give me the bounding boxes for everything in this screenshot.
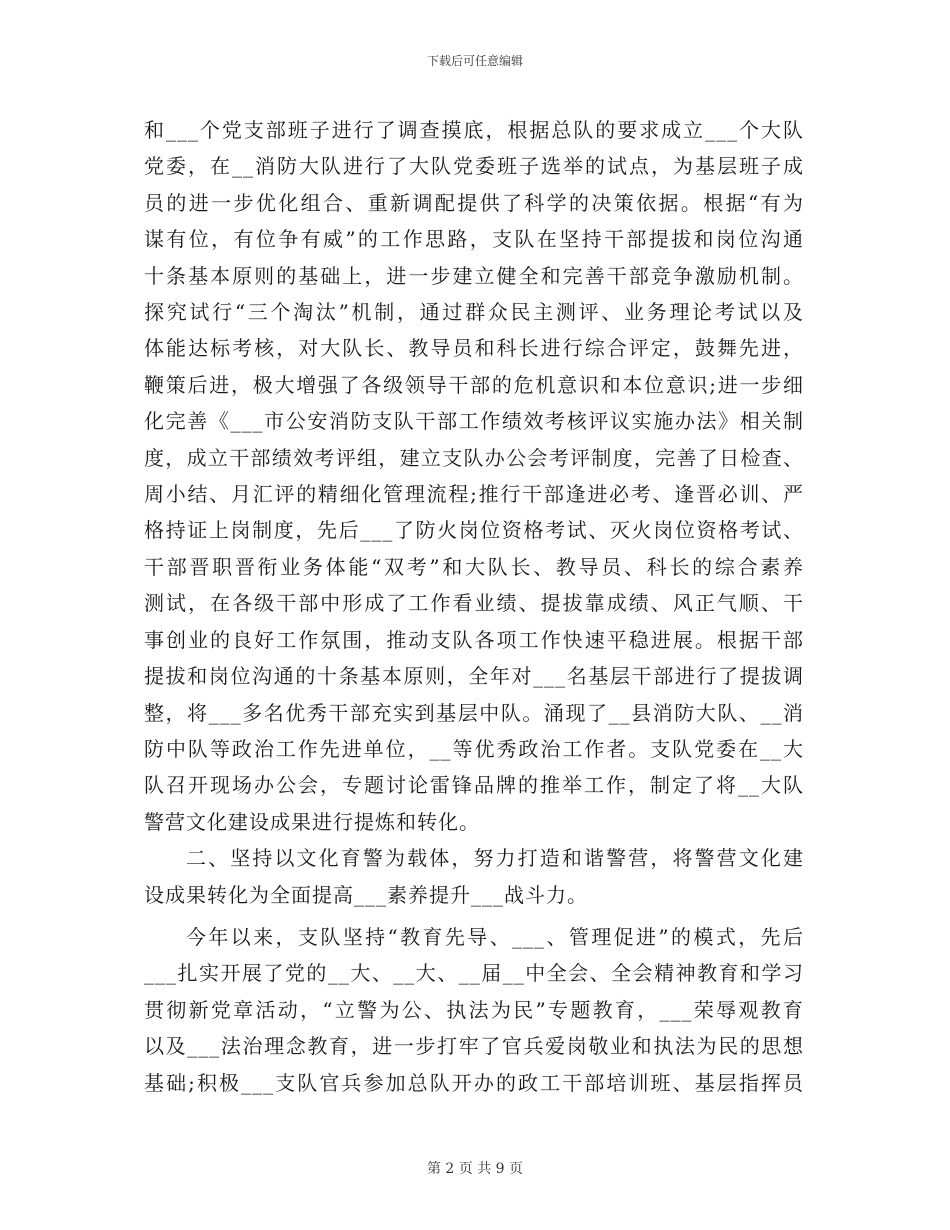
text-line: 基础;积极___支队官兵参加总队开办的政工干部培训班、基层指挥员: [144, 1070, 804, 1095]
document-body: [144, 112, 804, 1101]
text-line: 测试，在各级干部中形成了工作看业绩、提拔靠成绩、风正气顺、干: [144, 591, 804, 616]
paragraph-3: [144, 919, 804, 1101]
text-line: 贯彻新党章活动，“立警为公、执法为民”专题教育，___荣辱观教育: [144, 997, 804, 1022]
paragraph-1: [144, 112, 804, 840]
text-line: 格持证上岗制度，先后___了防火岗位资格考试、灭火岗位资格考试、: [144, 518, 804, 543]
text-line: 十条基本原则的基础上，进一步建立健全和完善干部竞争激励机制。: [144, 263, 804, 288]
text-line: 警营文化建设成果进行提炼和转化。: [144, 809, 480, 834]
text-line: 二、坚持以文化育警为载体，努力打造和谐警营，将警营文化建: [186, 846, 804, 871]
text-line: 整，将___多名优秀干部充实到基层中队。涌现了__县消防大队、__消: [144, 700, 804, 725]
header-note: 下载后可任意编辑: [426, 54, 523, 68]
text-line: 队召开现场办公会，专题讨论雷锋品牌的推举工作，制定了将__大队: [144, 773, 804, 798]
text-line: 提拔和岗位沟通的十条基本原则，全年对___名基层干部进行了提拔调: [144, 664, 804, 689]
text-line: 防中队等政治工作先进单位，__等优秀政治工作者。支队党委在__大: [144, 736, 804, 761]
text-line: 今年以来，支队坚持“教育先导、___、管理促进”的模式，先后: [186, 924, 804, 949]
text-line: 度，成立干部绩效考评组，建立支队办公会考评制度，完善了日检查、: [144, 445, 804, 470]
text-line: 设成果转化为全面提高___素养提升___战斗力。: [144, 882, 588, 907]
text-line: 党委，在__消防大队进行了大队党委班子选举的试点，为基层班子成: [144, 154, 804, 179]
text-line: 谋有位，有位争有威”的工作思路，支队在坚持干部提拔和岗位沟通: [144, 227, 804, 252]
text-line: ___扎实开展了党的__大、__大、__届__中全会、全会精神教育和学习: [144, 961, 804, 986]
text-line: 以及___法治理念教育，进一步打牢了官兵爱岗敬业和执法为民的思想: [144, 1034, 804, 1059]
text-line: 干部晋职晋衔业务体能“双考”和大队长、教导员、科长的综合素养: [144, 554, 804, 579]
text-line: 事创业的良好工作氛围，推动支队各项工作快速平稳进展。根据干部: [144, 627, 804, 652]
paragraph-2-heading: [144, 840, 804, 913]
page-number: 第 2 页 共 9 页: [426, 1161, 524, 1177]
text-line: 周小结、月汇评的精细化管理流程;推行干部逢进必考、逢晋必训、严: [144, 482, 804, 507]
text-line: 体能达标考核，对大队长、教导员和科长进行综合评定，鼓舞先进，: [144, 336, 804, 361]
text-line: 化完善《___市公安消防支队干部工作绩效考核评议实施办法》相关制: [144, 409, 804, 434]
text-line: 和___个党支部班子进行了调查摸底，根据总队的要求成立___个大队: [144, 118, 804, 142]
text-line: 鞭策后进，极大增强了各级领导干部的危机意识和本位意识;进一步细: [144, 372, 804, 397]
text-line: 探究试行“三个淘汰”机制，通过群众民主测评、业务理论考试以及: [144, 300, 804, 325]
text-line: 员的进一步优化组合、重新调配提供了科学的决策依据。根据“有为: [144, 190, 804, 215]
